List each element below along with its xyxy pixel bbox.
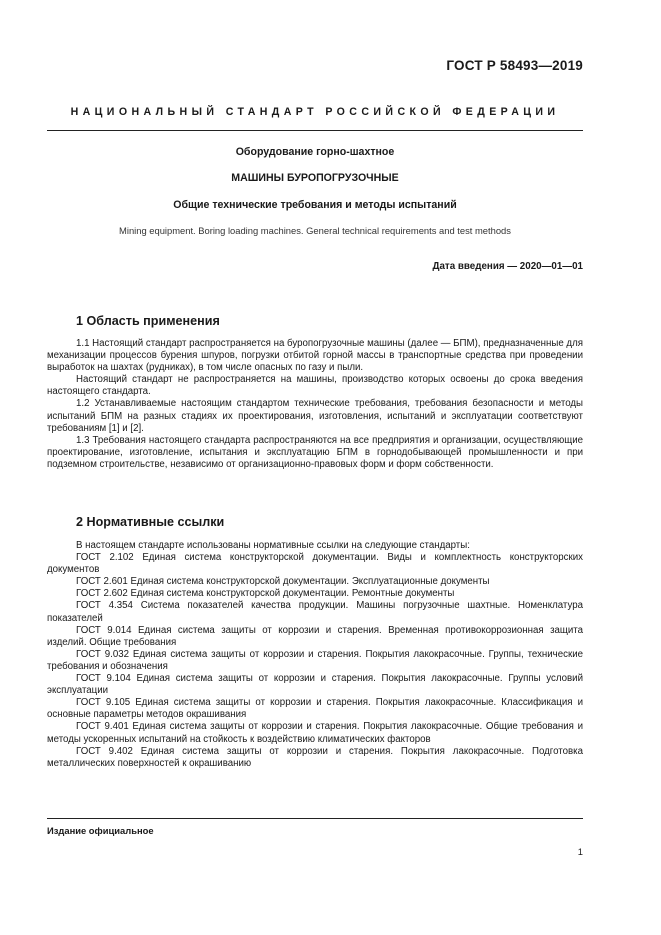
document-subtitle: Общие технические требования и методы испытаний (173, 199, 457, 211)
paragraph: Настоящий стандарт не распространяется на машины, производство которых освоены до срока введения настоящего стандарта. (47, 374, 583, 398)
machines-title: МАШИНЫ БУРОПОГРУЗОЧНЫЕ (231, 172, 399, 184)
reference-item: ГОСТ 2.602 Единая система конструкторской документации. Ремонтные документы (76, 588, 455, 600)
reference-item: ГОСТ 4.354 Система показателей качества продукции. Машины погрузочные шахтные. Номенклатура показателей (47, 600, 583, 624)
header-divider (47, 130, 583, 131)
introduction-date: Дата введения — 2020—01—01 (432, 261, 583, 272)
reference-item: ГОСТ 9.014 Единая система защиты от коррозии и старения. Временная противокоррозионная защита изделий. Общие требования (47, 624, 583, 648)
paragraph: 1.2 Устанавливаемые настоящим стандартом технические требования, требования безопасности и методы испытаний БПМ на разных стадиях их проектирования, изготовления, испытаний и эксплуатации соответствуют требованиям [1] и [2]. (47, 398, 583, 434)
section-1-body (47, 338, 583, 471)
footer-divider (47, 818, 583, 819)
paragraph: В настоящем стандарте использованы нормативные ссылки на следующие стандарты: (76, 540, 470, 551)
english-title: Mining equipment. Boring loading machines. General technical requirements and test methods (119, 225, 511, 236)
reference-item: ГОСТ 9.402 Единая система защиты от коррозии и старения. Покрытия лакокрасочные. Подготовка металлических поверхностей к окрашиванию (47, 745, 583, 769)
reference-item: ГОСТ 9.032 Единая система защиты от коррозии и старения. Покрытия лакокрасочные. Группы, технические требования и обозначения (47, 648, 583, 672)
section-2-body (47, 540, 583, 770)
reference-item: ГОСТ 9.104 Единая система защиты от коррозии и старения. Покрытия лакокрасочные. Группы условий эксплуатации (47, 673, 583, 697)
section-1-heading: 1 Область применения (76, 314, 220, 328)
gost-code: ГОСТ Р 58493—2019 (446, 58, 583, 73)
reference-item: ГОСТ 2.102 Единая система конструкторской документации. Виды и комплектность конструкторских документов (47, 552, 583, 576)
equipment-title: Оборудование горно-шахтное (235, 146, 395, 158)
reference-item: ГОСТ 2.601 Единая система конструкторской документации. Эксплуатационные документы (76, 576, 490, 588)
reference-item: ГОСТ 9.401 Единая система защиты от коррозии и старения. Покрытия лакокрасочные. Общие требования и методы ускоренных испытаний на стойкость к воздействию климатических факторов (47, 721, 583, 745)
paragraph: 1.3 Требования настоящего стандарта распространяются на все предприятия и организации, осуществляющие проектирование, изготовление, испытания и эксплуатацию БПМ в горнодобывающей промышленности и при подземном строительстве, независимо от организационно-правовых форм и форм собственности. (47, 434, 583, 470)
section-2-heading: 2 Нормативные ссылки (76, 515, 225, 529)
paragraph: 1.1 Настоящий стандарт распространяется на буропогрузочные машины (далее — БПМ), предназначенные для механизации процессов бурения шпуров, погрузки отбитой горной массы в транспортные средства при проведении выработок на шахтах (рудниках), в том числе опасных по газу и пыли. (47, 338, 583, 374)
national-standard-banner: НАЦИОНАЛЬНЫЙ СТАНДАРТ РОССИЙСКОЙ ФЕДЕРАЦИИ (70, 106, 560, 118)
page-number: 1 (577, 846, 583, 857)
reference-item: ГОСТ 9.105 Единая система защиты от коррозии и старения. Покрытия лакокрасочные. Классификация и основные параметры методов окрашивания (47, 697, 583, 721)
official-edition-label: Издание официальное (47, 825, 154, 836)
